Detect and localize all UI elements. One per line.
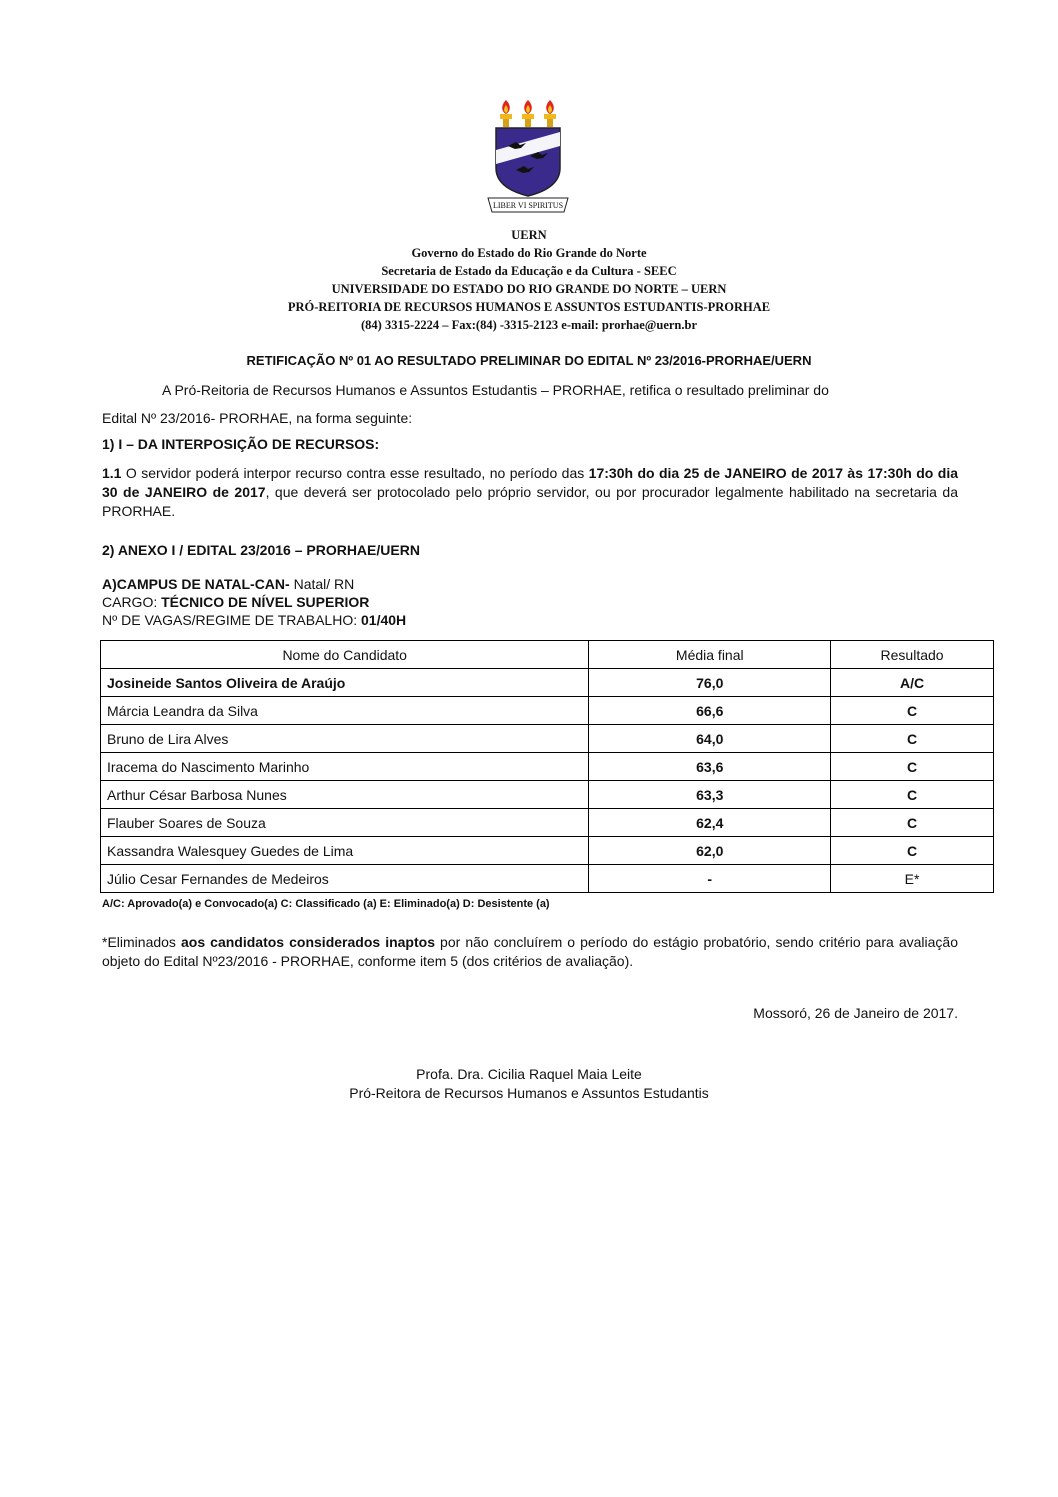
torch-icon [544, 100, 556, 127]
candidate-resultado: C [831, 725, 994, 753]
vagas-line [102, 611, 958, 629]
candidate-name: Márcia Leandra da Silva [101, 697, 589, 725]
header-line-uern: UERN [511, 228, 547, 242]
signatory-name: Profa. Dra. Cicilia Raquel Maia Leite [416, 1066, 642, 1082]
table-row [101, 725, 994, 753]
crest-motto: LIBER VI SPIRITUS [492, 201, 564, 210]
intro-line-1: A Pró-Reitoria de Recursos Humanos e Assuntos Estudantis – PRORHAE, retifica o resultado preliminar do [162, 382, 829, 398]
intro-line-2: Edital Nº 23/2016- PRORHAE, na forma seguinte: [102, 410, 413, 426]
results-table [100, 640, 994, 893]
column-header-name: Nome do Candidato [101, 641, 589, 669]
candidate-media: 66,6 [589, 697, 831, 725]
candidate-media: 62,0 [589, 837, 831, 865]
paragraph-text-b: , que deverá ser protocolado pelo próprio servidor, ou por procurador legalmente habilitado na secretaria da PRORHAE. [102, 484, 958, 519]
paragraph-text-a: O servidor poderá interpor recurso contra esse resultado, no período das [121, 465, 589, 481]
header-line-pro-reitoria: PRÓ-REITORIA DE RECURSOS HUMANOS E ASSUNTOS ESTUDANTIS-PRORHAE [287, 300, 771, 314]
torch-icon [522, 100, 534, 127]
note-bold: aos candidatos considerados inaptos [180, 934, 435, 950]
candidate-name: Iracema do Nascimento Marinho [101, 753, 589, 781]
candidate-name: Arthur César Barbosa Nunes [101, 781, 589, 809]
table-row [101, 753, 994, 781]
table-header-row [101, 641, 994, 669]
column-header-resultado: Resultado [831, 641, 994, 669]
torch-icon [500, 100, 512, 127]
candidate-resultado: C [831, 753, 994, 781]
campus-city: Natal/ RN [289, 576, 355, 592]
table-row [101, 781, 994, 809]
result-legend: A/C: Aprovado(a) e Convocado(a) C: Classificado (a) E: Eliminado(a) D: Desistente (a) [102, 898, 550, 910]
candidate-name: Júlio Cesar Fernandes de Medeiros [101, 865, 589, 893]
cargo-label: CARGO: [102, 594, 162, 610]
university-crest-logo [486, 98, 570, 216]
table-row [101, 809, 994, 837]
candidate-media: - [589, 865, 831, 893]
table-row [101, 865, 994, 893]
candidate-name: Bruno de Lira Alves [101, 725, 589, 753]
candidate-resultado: C [831, 697, 994, 725]
candidate-name: Josineide Santos Oliveira de Araújo [101, 669, 589, 697]
candidate-resultado: C [831, 809, 994, 837]
header-line-secretaria: Secretaria de Estado da Educação e da Cultura - SEEC [381, 264, 677, 278]
header-block [0, 226, 1058, 334]
cargo-line [102, 593, 958, 611]
candidate-name: Kassandra Walesquey Guedes de Lima [101, 837, 589, 865]
table-row [101, 697, 994, 725]
note-text-b: por não concluírem o período do estágio probatório, sendo critério para avaliação objeto do Edital Nº23/2016 - PRORHAE, conforme item 5 (dos critérios de avaliação). [102, 934, 958, 969]
candidate-media: 76,0 [589, 669, 831, 697]
header-line-contact: (84) 3315-2224 – Fax:(84) -3315-2123 e-mail: prorhae@uern.br [361, 318, 697, 332]
candidate-media: 62,4 [589, 809, 831, 837]
campus-name: A)CAMPUS DE NATAL-CAN- [102, 576, 290, 592]
header-line-universidade: UNIVERSIDADE DO ESTADO DO RIO GRANDE DO NORTE – UERN [331, 282, 727, 296]
item-number: 1.1 [102, 465, 122, 481]
table-row [101, 669, 994, 697]
section-1-heading: 1) I – DA INTERPOSIÇÃO DE RECURSOS: [102, 436, 380, 452]
signatory-role: Pró-Reitora de Recursos Humanos e Assuntos Estudantis [349, 1085, 709, 1101]
note-text-a: *Eliminados [102, 934, 181, 950]
paragraph-deadline: 17:30h do dia 25 de JANEIRO de 2017 às 17:30h do dia 30 de JANEIRO de 2017 [102, 465, 958, 500]
section-1-paragraph [102, 464, 958, 521]
candidate-resultado: C [831, 837, 994, 865]
date-line: Mossoró, 26 de Janeiro de 2017. [753, 1005, 958, 1021]
cargo-value: TÉCNICO DE NÍVEL SUPERIOR [161, 594, 370, 610]
candidate-media: 64,0 [589, 725, 831, 753]
vagas-value: 01/40H [361, 612, 407, 628]
candidate-resultado: C [831, 781, 994, 809]
header-line-governo: Governo do Estado do Rio Grande do Norte [411, 246, 647, 260]
elimination-note [102, 933, 958, 971]
candidate-media: 63,6 [589, 753, 831, 781]
candidate-resultado: E* [831, 865, 994, 893]
signature-block [0, 1065, 1058, 1103]
campus-block [102, 575, 958, 629]
campus-line [102, 575, 958, 593]
column-header-media: Média final [589, 641, 831, 669]
candidate-name: Flauber Soares de Souza [101, 809, 589, 837]
table-row [101, 837, 994, 865]
vagas-label: Nº DE VAGAS/REGIME DE TRABALHO: [102, 612, 361, 628]
section-2-heading: 2) ANEXO I / EDITAL 23/2016 – PRORHAE/UERN [102, 542, 420, 558]
document-title: RETIFICAÇÃO Nº 01 AO RESULTADO PRELIMINAR DO EDITAL Nº 23/2016-PRORHAE/UERN [246, 353, 812, 368]
candidate-media: 63,3 [589, 781, 831, 809]
candidate-resultado: A/C [831, 669, 994, 697]
